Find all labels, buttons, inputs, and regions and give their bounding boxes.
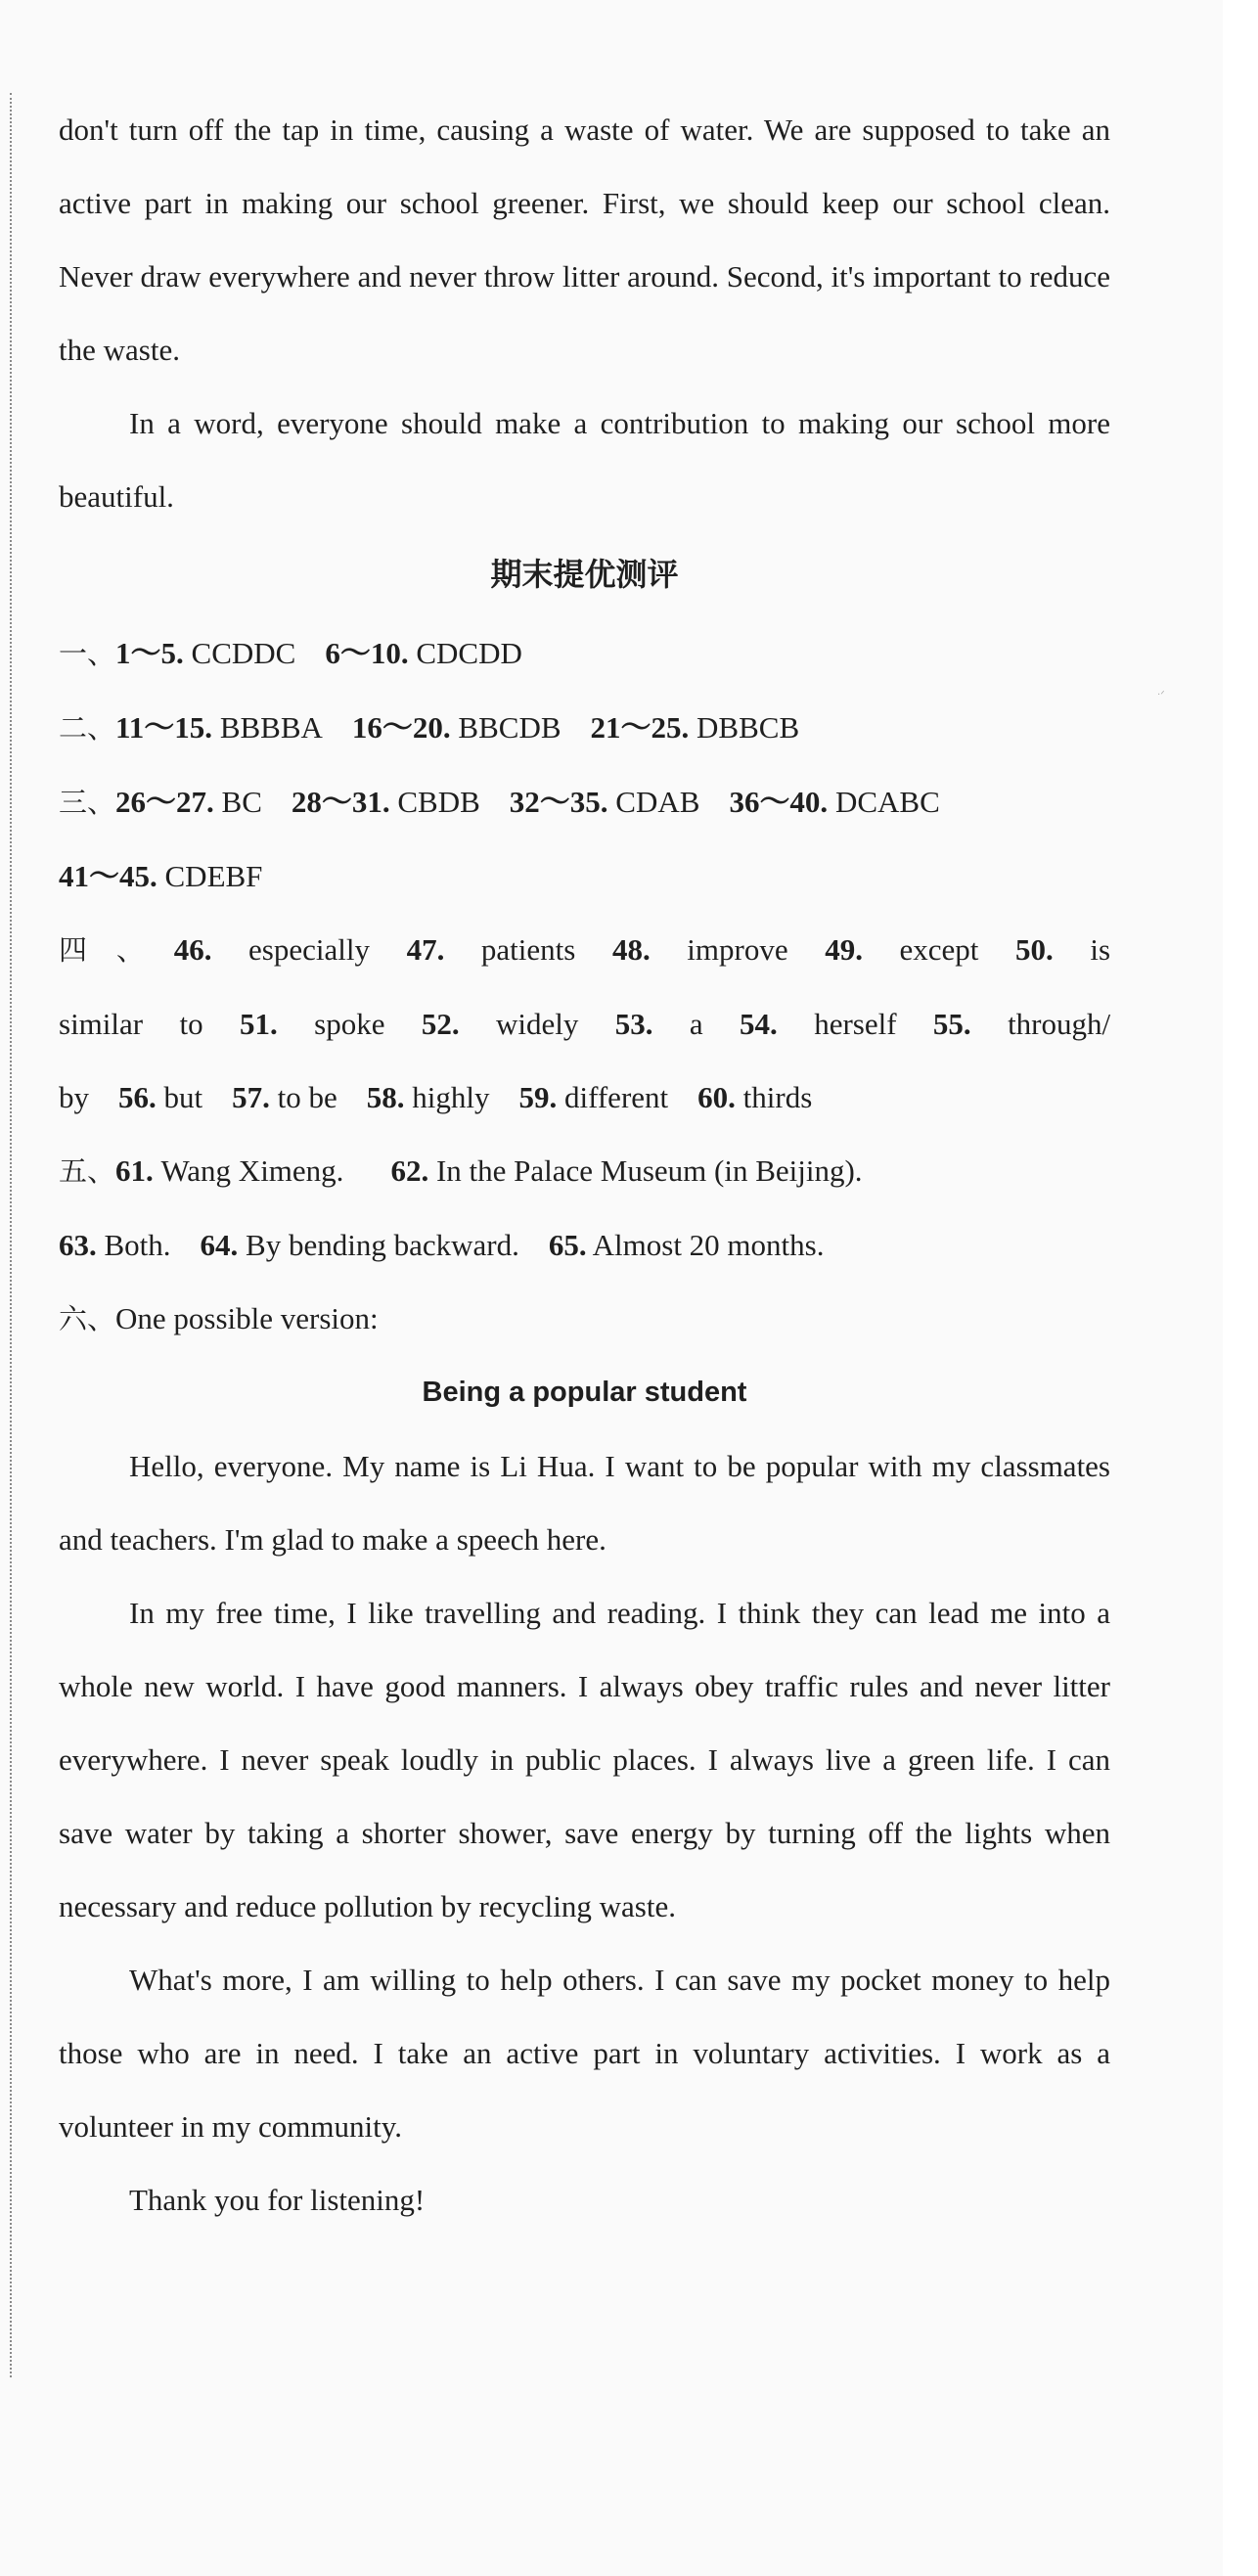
answer: BBBBA	[219, 710, 323, 745]
question-range: 21～25.	[590, 710, 690, 745]
answers-part-4-line-1	[59, 913, 1110, 987]
part-label: 四、	[59, 933, 174, 967]
question-number: 62.	[390, 1153, 429, 1188]
question-number: 56.	[118, 1080, 157, 1114]
question-number: 64.	[200, 1228, 239, 1262]
question-number: 57.	[232, 1080, 270, 1114]
question-range: 6～10.	[325, 636, 409, 670]
answers-part-3-cont	[59, 839, 1110, 913]
part-label: 三、	[59, 786, 116, 819]
question-number: 51.	[239, 1007, 278, 1041]
answer: patients	[480, 932, 576, 967]
intro-paragraph-1: don't turn off the tap in time, causing a waste of water. We are supposed to take an active part in making our school greener. First, we should keep our school clean. Never draw everywhere and never throw litter around. Second, it's important to reduce the waste.	[59, 113, 1110, 367]
answers-part-1	[59, 616, 1110, 691]
question-number: 49.	[825, 932, 863, 967]
answer: CDEBF	[164, 859, 263, 893]
question-number: 55.	[932, 1007, 971, 1041]
answers-part-4-line-2	[59, 987, 1110, 1061]
question-range: 36～40.	[729, 785, 829, 819]
answer: improve	[687, 932, 788, 967]
question-range: 26～27.	[115, 785, 214, 819]
question-range: 41～45.	[59, 859, 157, 893]
essay-paragraph-2: In my free time, I like travelling and reading. I think they can lead me into a whole new world. I have good manners. I always obey traffic rules and never litter everywhere. I never speak loudly in public places. I always live a green life. I can save water by taking a shorter shower, save energy by turning off the lights when necessary and reduce pollution by recycling waste.	[59, 1596, 1110, 1923]
answer: Both.	[104, 1228, 171, 1262]
question-range: 32～35.	[509, 785, 608, 819]
part-label: 一、	[59, 637, 116, 670]
question-number: 65.	[548, 1228, 587, 1262]
answer: but	[163, 1080, 203, 1114]
scan-speck: ·ᐟ	[1157, 690, 1165, 700]
question-number: 50.	[1015, 932, 1054, 967]
answer: especially	[248, 932, 370, 967]
answer: BC	[221, 785, 262, 819]
answer: through/	[1008, 1007, 1111, 1041]
part-label: 六、	[59, 1302, 116, 1335]
answer: Almost 20 months.	[592, 1228, 825, 1262]
question-number: 59.	[518, 1080, 558, 1114]
answers-part-3	[59, 765, 1110, 839]
answer: different	[563, 1080, 669, 1114]
answer: thirds	[742, 1080, 813, 1114]
answer: to be	[277, 1080, 337, 1114]
question-number: 46.	[173, 932, 212, 967]
part-label: 二、	[59, 711, 116, 745]
answers-part-4-line-3	[59, 1061, 1110, 1134]
answer: DBBCB	[696, 710, 800, 745]
question-range: 1～5.	[115, 636, 184, 670]
answer: Wang Ximeng.	[160, 1153, 344, 1188]
page-content	[59, 93, 1110, 2237]
answer: a	[689, 1007, 703, 1041]
essay-paragraph-4: Thank you for listening!	[129, 2183, 426, 2217]
answer-continued: by	[59, 1080, 89, 1114]
answer: CDAB	[615, 785, 700, 819]
question-number: 47.	[406, 932, 445, 967]
question-number: 48.	[611, 932, 651, 967]
question-range: 16～20.	[351, 710, 451, 745]
answer: By bending backward.	[246, 1228, 519, 1262]
answer-continued: similar to	[59, 1007, 203, 1041]
question-range: 11～15.	[115, 710, 213, 745]
answers-part-6	[59, 1282, 1110, 1356]
question-number: 52.	[421, 1007, 460, 1041]
answer: herself	[814, 1007, 897, 1041]
question-number: 58.	[366, 1080, 405, 1114]
answer: except	[899, 932, 979, 967]
essay-paragraph-3: What's more, I am willing to help others. I can save my pocket money to help those who are in need. I take an active part in voluntary activities. I work as a volunteer in my community.	[59, 1963, 1110, 2144]
binding-dotted-line	[10, 93, 12, 2377]
question-number: 53.	[614, 1007, 653, 1041]
answers-part-5-line-2	[59, 1208, 1110, 1282]
answer: BBCDB	[458, 710, 562, 745]
answer: DCABC	[834, 785, 940, 819]
question-number: 60.	[697, 1080, 736, 1114]
answer: spoke	[314, 1007, 385, 1041]
question-range: 28～31.	[291, 785, 390, 819]
section-title: 期末提优测评	[490, 556, 679, 593]
intro-paragraph-2: In a word, everyone should make a contribution to making our school more beautiful.	[59, 406, 1110, 514]
answer: CDCDD	[416, 636, 522, 670]
question-number: 61.	[115, 1153, 154, 1188]
answer: widely	[495, 1007, 579, 1041]
answer: CCDDC	[191, 636, 296, 670]
part-label: 五、	[59, 1154, 116, 1188]
answers-part-5-line-1	[59, 1134, 1110, 1208]
answer: highly	[412, 1080, 490, 1114]
answer: CBDB	[397, 785, 480, 819]
answer: is	[1090, 932, 1111, 967]
essay-title: Being a popular student	[422, 1377, 747, 1408]
question-number: 63.	[59, 1228, 97, 1262]
essay-paragraph-1: Hello, everyone. My name is Li Hua. I want to be popular with my classmates and teachers. I'm glad to make a speech here.	[59, 1449, 1110, 1557]
question-number: 54.	[740, 1007, 778, 1041]
part-6-text: One possible version:	[115, 1301, 379, 1335]
answers-part-2	[59, 691, 1110, 765]
answer: In the Palace Museum (in Beijing).	[435, 1153, 863, 1188]
